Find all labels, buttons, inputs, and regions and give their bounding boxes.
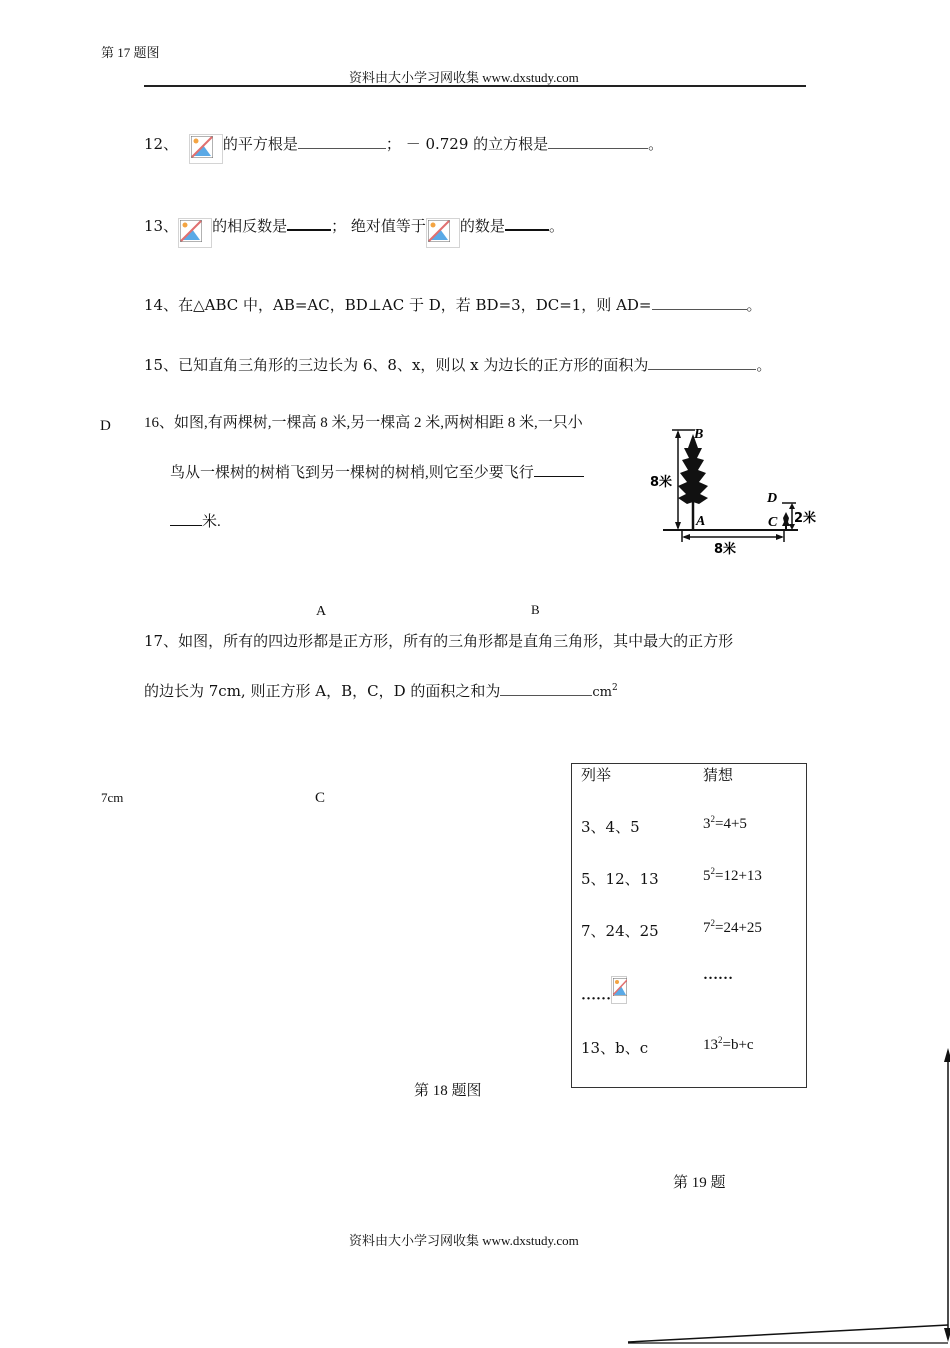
question-13: 13、 的相反数是 ； 绝对值等于 的数是 。 (144, 212, 564, 242)
label-d: D (767, 491, 778, 506)
answer-blank[interactable] (648, 356, 756, 370)
answer-blank-1[interactable] (298, 135, 386, 149)
answer-blank-part-2[interactable] (170, 512, 202, 526)
figure-18-caption: 第 18 题图 (414, 1083, 482, 1099)
label-a: A (696, 514, 706, 529)
table-row-3-list: 7、24、25 (581, 922, 659, 940)
label-distance-8m: 8米 (714, 542, 737, 557)
answer-blank[interactable] (500, 682, 592, 696)
table-row-3-conjecture: $7^2=24+25$ (703, 918, 762, 936)
broken-image-icon (426, 218, 460, 248)
label-b: B (694, 427, 704, 442)
page-header: 资料由大小学习网收集 www.dxstudy.com (349, 70, 579, 85)
table-row-2-list: 5、12、13 (581, 870, 659, 888)
table-row-5-conjecture: $13^2=b+c$ (703, 1035, 754, 1053)
square-label-b: B (531, 602, 540, 617)
question-17-line-2: 的边长为 7cm, 则正方形 A，B，C，D 的面积之和为 $cm^2$ (144, 682, 618, 700)
trees-diagram (650, 418, 830, 558)
question-16-line-3: 米. (170, 512, 221, 532)
label-c: C (768, 515, 778, 530)
table-row-1-list: 3、4、5 (581, 818, 640, 836)
label-height-8m: 8米 (650, 475, 673, 490)
slanted-line (628, 1325, 948, 1342)
arrow-up-icon (944, 1048, 950, 1062)
question-17-line-1: 17、如图，所有的四边形都是正方形，所有的三角形都是直角三角形，其中最大的正方形 (144, 632, 734, 650)
square-label-c: C (315, 790, 326, 806)
square-label-a: A (316, 604, 327, 619)
question-16-line-2: 鸟从一棵树的树梢飞到另一棵树的树梢,则它至少要飞行 (170, 463, 584, 483)
answer-blank[interactable] (652, 296, 747, 310)
broken-image-icon (189, 134, 223, 164)
question-14: 14、在△ABC 中，AB=AC，BD⊥AC 于 D，若 BD=3，DC=1，则 AD= 。 (144, 296, 762, 314)
label-height-2m: 2米 (794, 511, 817, 526)
table-header-conjecture: 猜想 (703, 766, 734, 784)
answer-blank-part-1[interactable] (534, 463, 584, 477)
question-12: 12、 的平方根是 ； － 0.729 的立方根是 。 (144, 130, 663, 160)
question-number: 12、 (144, 135, 179, 153)
question-16-line-1: 16、如图,有两棵树,一棵高 8 米,另一棵高 2 米,两树相距 8 米,一只小 (144, 415, 583, 431)
answer-blank-2[interactable] (548, 135, 648, 149)
table-row-5-list: 13、b、c (581, 1039, 649, 1057)
broken-image-icon (611, 976, 627, 1004)
axis-figure-fragment (620, 1040, 950, 1344)
table-row-2-conjecture: $5^2=12+13$ (703, 866, 762, 884)
table-row-4-conjecture: …… (703, 967, 733, 983)
answer-blank-2[interactable] (505, 216, 549, 231)
table-row-4-list: …… (581, 982, 627, 1010)
header-rule (144, 85, 806, 87)
question-15: 15、已知直角三角形的三边长为 6、8、x，则以 x 为边长的正方形的面积为 。 (144, 356, 772, 374)
arrow-down-icon (944, 1328, 950, 1342)
answer-blank-1[interactable] (287, 216, 331, 231)
figure-19-caption: 第 19 题 (673, 1175, 726, 1191)
broken-image-icon (178, 218, 212, 248)
page-footer: 资料由大小学习网收集 www.dxstudy.com (349, 1233, 579, 1248)
side-label-d: D (100, 418, 111, 434)
side-label-7cm: 7cm (101, 790, 124, 805)
figure-17-caption: 第 17 题图 (101, 45, 160, 60)
two-trees-figure (650, 418, 830, 558)
table-header-list: 列举 (581, 766, 612, 784)
table-row-1-conjecture: $3^2=4+5$ (703, 814, 747, 832)
